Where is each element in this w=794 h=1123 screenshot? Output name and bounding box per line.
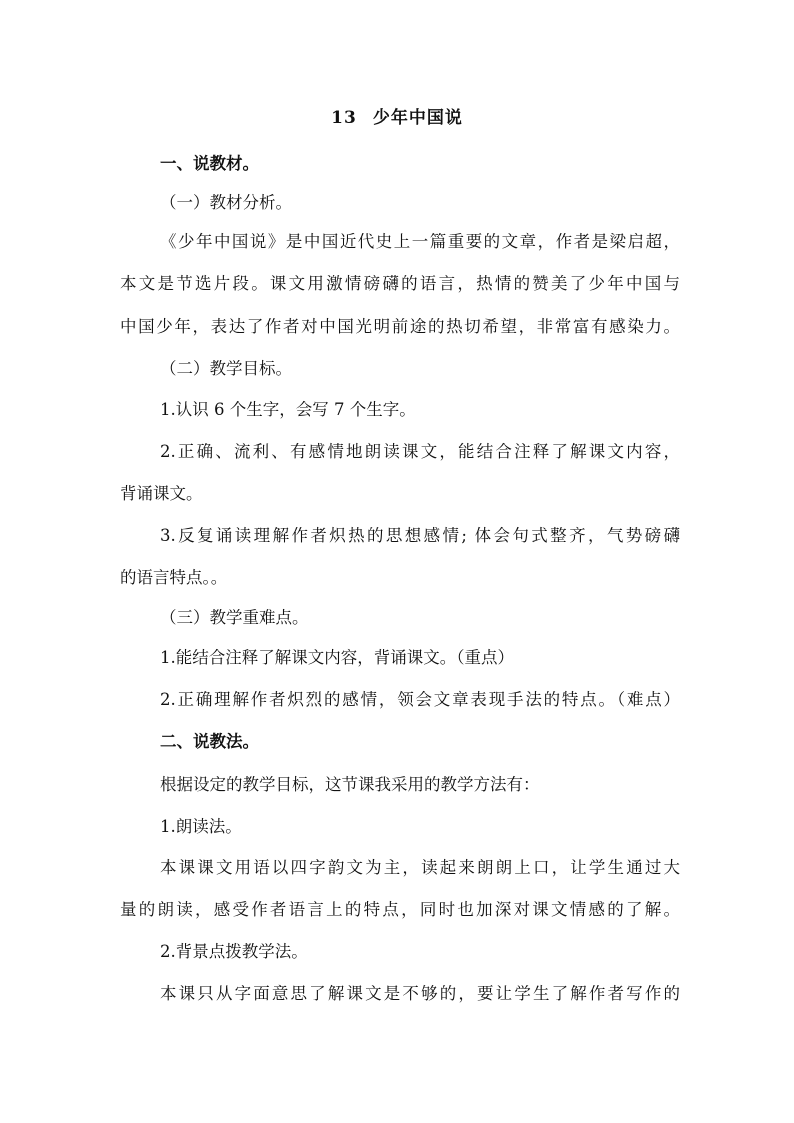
methods-intro: 根据设定的教学目标，这节课我采用的教学方法有： xyxy=(160,775,540,794)
lesson-title: 少年中国说 xyxy=(372,108,463,128)
goal-item: 3.反复诵读理解作者炽热的思想感情; 体会句式整齐，气势磅礴 xyxy=(160,526,680,545)
goal-item: 2.正确、流利、有感情地朗读课文，能结合注释了解课文内容， xyxy=(160,442,680,461)
subheading-material-analysis: （一）教材分析。 xyxy=(160,193,292,212)
paragraph-line: 《少年中国说》是中国近代史上一篇重要的文章，作者是梁启超， xyxy=(160,232,680,251)
section-heading-teaching-material: 一、说教材。 xyxy=(160,154,259,173)
method-title-background: 2.背景点拨教学法。 xyxy=(160,942,308,961)
paragraph-line: 量的朗读，感受作者语言上的特点，同时也加深对课文情感的了解。 xyxy=(120,900,680,919)
section-heading-teaching-methods: 二、说教法。 xyxy=(160,732,259,751)
paragraph-line: 中国少年，表达了作者对中国光明前途的热切希望，非常富有感染力。 xyxy=(120,317,680,336)
method-title-reading: 1.朗读法。 xyxy=(160,817,242,836)
subheading-key-points: （三）教学重难点。 xyxy=(160,608,309,627)
goal-item-continued: 背诵课文。 xyxy=(120,484,203,503)
subheading-teaching-goals: （二）教学目标。 xyxy=(160,359,292,378)
key-point-item: 1.能结合注释了解课文内容，背诵课文。（重点） xyxy=(160,648,514,667)
page-title xyxy=(0,103,794,128)
key-point-item: 2.正确理解作者炽烈的感情，领会文章表现手法的特点。（难点） xyxy=(160,690,680,709)
goal-item: 1.认识 6 个生字，会写 7 个生字。 xyxy=(160,400,416,419)
paragraph-line: 本课课文用语以四字韵文为主，读起来朗朗上口，让学生通过大 xyxy=(160,858,680,877)
paragraph-line: 本文是节选片段。课文用激情磅礴的语言，热情的赞美了少年中国与 xyxy=(120,274,680,293)
paragraph-line: 本课只从字面意思了解课文是不够的，要让学生了解作者写作的 xyxy=(160,984,680,1003)
lesson-number: 13 xyxy=(331,108,357,128)
goal-item-continued: 的语言特点。。 xyxy=(120,568,228,587)
